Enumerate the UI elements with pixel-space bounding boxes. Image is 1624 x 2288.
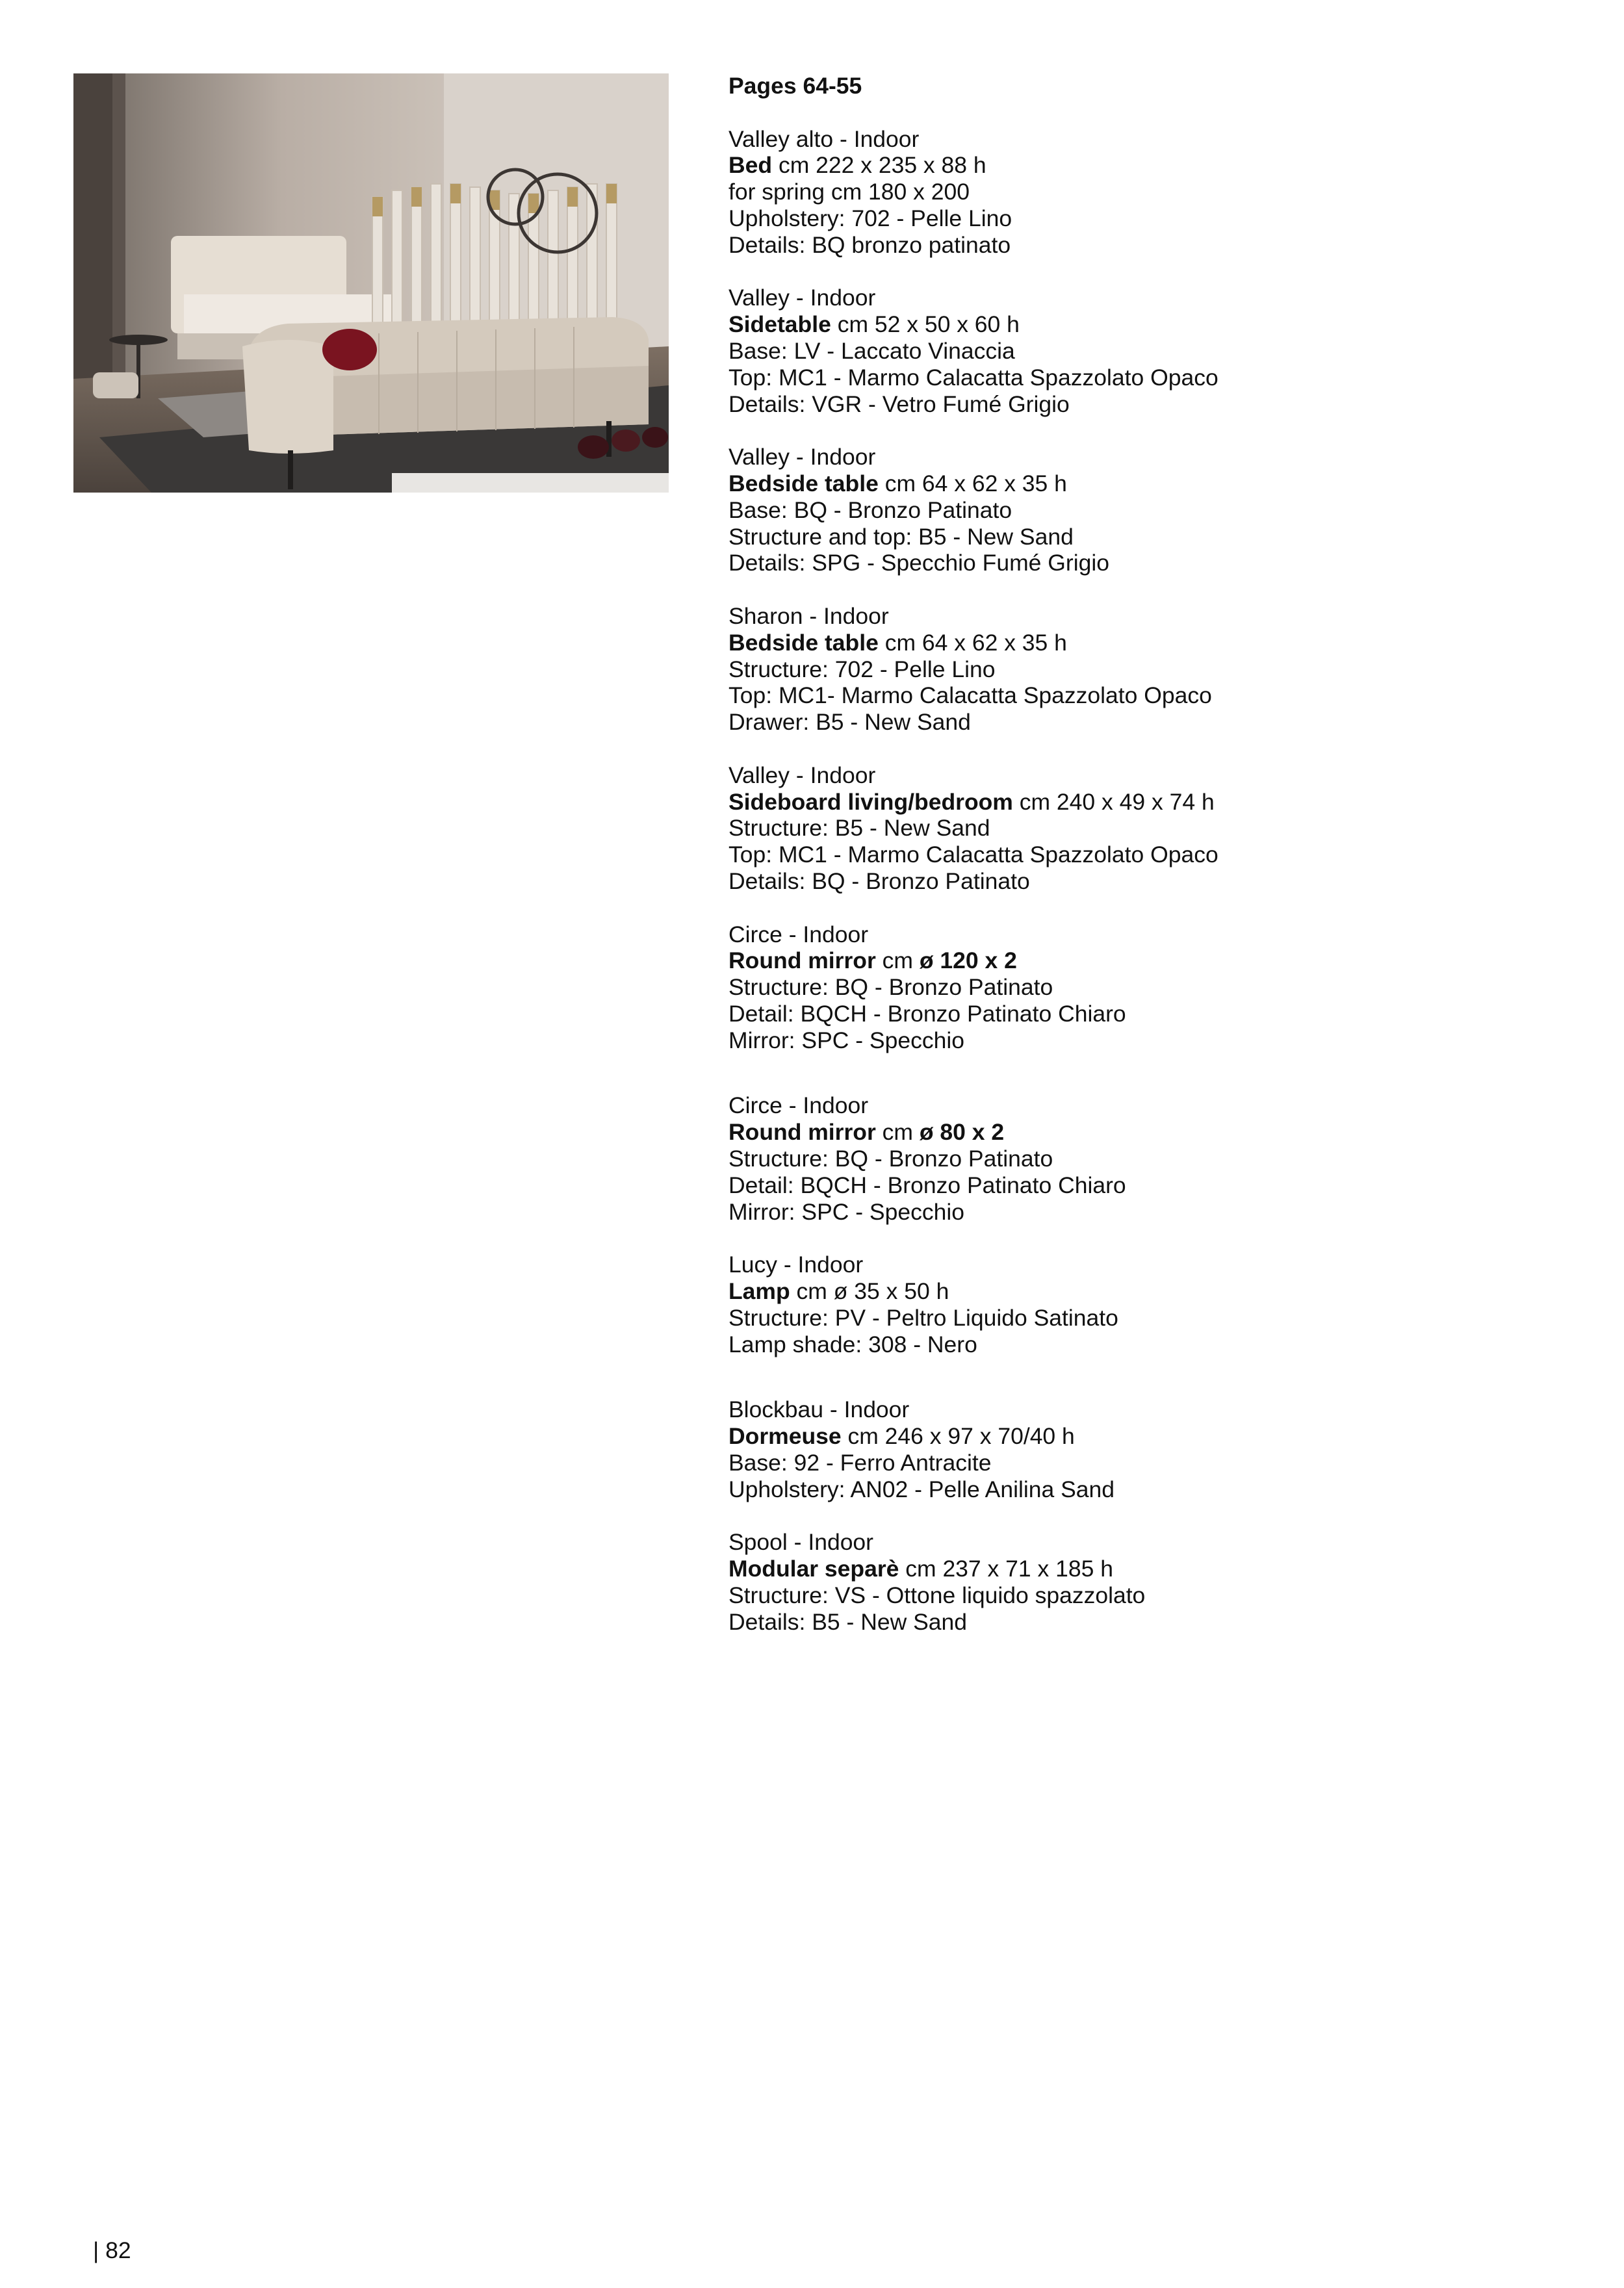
- product-line: [728, 152, 1573, 179]
- product-dimensions-prefix: cm: [875, 947, 920, 974]
- spec-detail: Structure: BQ - Bronzo Patinato: [728, 1146, 1053, 1172]
- product-name: Bedside table: [728, 470, 879, 496]
- spec-detail: Structure: 702 - Pelle Lino: [728, 656, 996, 682]
- spec-detail: Details: BQ bronzo patinato: [728, 231, 1011, 258]
- spec-block: [728, 1092, 1573, 1225]
- spec-detail: Base: 92 - Ferro Antracite: [728, 1450, 992, 1476]
- spec-detail: Drawer: B5 - New Sand: [728, 709, 971, 736]
- spec-detail: Upholstery: 702 - Pelle Lino: [728, 205, 1012, 231]
- collection-name: Blockbau - Indoor: [728, 1396, 910, 1423]
- product-dimensions-prefix: cm: [875, 1119, 920, 1146]
- product-dimensions: cm 64 x 62 x 35 h: [878, 629, 1067, 656]
- product-dimensions: cm 246 x 97 x 70/40 h: [841, 1423, 1075, 1450]
- bedroom-scene-image: [73, 73, 669, 493]
- spec-block: [728, 603, 1573, 736]
- spec-detail: Base: LV - Laccato Vinaccia: [728, 337, 1015, 364]
- spec-detail: Base: BQ - Bronzo Patinato: [728, 496, 1012, 523]
- spec-detail: Structure: B5 - New Sand: [728, 815, 990, 842]
- spec-detail: Details: SPG - Specchio Fumé Grigio: [728, 550, 1109, 576]
- spec-block: [728, 921, 1573, 1054]
- product-line: [728, 470, 1573, 497]
- spec-detail: Upholstery: AN02 - Pelle Anilina Sand: [728, 1476, 1115, 1502]
- collection-name: Lucy - Indoor: [728, 1252, 864, 1278]
- spec-detail: Details: BQ - Bronzo Patinato: [728, 868, 1030, 894]
- collection-name: Sharon - Indoor: [728, 602, 889, 629]
- product-name: Bedside table: [728, 629, 879, 656]
- collection-name: Circe - Indoor: [728, 1092, 869, 1119]
- product-dimensions: cm ø 35 x 50 h: [790, 1278, 949, 1305]
- spec-block: [728, 1396, 1573, 1502]
- spec-detail: Structure: PV - Peltro Liquido Satinato: [728, 1304, 1118, 1331]
- product-line: [728, 1423, 1573, 1450]
- page-number: | 82: [93, 2237, 131, 2263]
- product-dimensions: cm 64 x 62 x 35 h: [878, 470, 1067, 496]
- product-line: [728, 1556, 1573, 1582]
- product-name: Bed: [728, 152, 773, 179]
- product-line: [728, 630, 1573, 656]
- product-dimensions: ø 80 x 2: [919, 1119, 1005, 1146]
- product-name: Round mirror: [728, 947, 876, 974]
- spec-detail: Detail: BQCH - Bronzo Patinato Chiaro: [728, 1172, 1126, 1198]
- spec-detail: Detail: BQCH - Bronzo Patinato Chiaro: [728, 1000, 1126, 1027]
- product-name: Sidetable: [728, 311, 831, 338]
- product-name: Round mirror: [728, 1119, 876, 1146]
- spec-detail: for spring cm 180 x 200: [728, 179, 970, 205]
- spec-detail: Structure: VS - Ottone liquido spazzolato: [728, 1582, 1146, 1609]
- spec-detail: Structure: BQ - Bronzo Patinato: [728, 974, 1053, 1001]
- spec-detail: Structure and top: B5 - New Sand: [728, 523, 1074, 550]
- spec-detail: Mirror: SPC - Specchio: [728, 1198, 964, 1225]
- product-dimensions: cm 240 x 49 x 74 h: [1012, 788, 1215, 815]
- product-name: Sideboard living/bedroom: [728, 788, 1013, 815]
- collection-name: Valley - Indoor: [728, 285, 876, 311]
- spec-detail: Details: VGR - Vetro Fumé Grigio: [728, 391, 1070, 417]
- spec-detail: Details: B5 - New Sand: [728, 1608, 967, 1635]
- spec-detail: Top: MC1 - Marmo Calacatta Spazzolato Opaco: [728, 842, 1218, 868]
- collection-name: Spool - Indoor: [728, 1529, 874, 1556]
- spec-detail: Top: MC1- Marmo Calacatta Spazzolato Opaco: [728, 682, 1212, 709]
- spec-detail: Top: MC1 - Marmo Calacatta Spazzolato Opaco: [728, 364, 1218, 391]
- spec-block: [728, 762, 1573, 895]
- product-line: [728, 1278, 1573, 1305]
- collection-name: Valley alto - Indoor: [728, 125, 920, 152]
- collection-name: Valley - Indoor: [728, 762, 876, 788]
- product-name: Lamp: [728, 1278, 790, 1305]
- product-dimensions: cm 52 x 50 x 60 h: [831, 311, 1020, 338]
- spec-block: [728, 444, 1573, 576]
- spec-block: [728, 285, 1573, 417]
- spec-block: [728, 1529, 1573, 1635]
- product-dimensions: cm 237 x 71 x 185 h: [899, 1556, 1113, 1582]
- spec-detail: Lamp shade: 308 - Nero: [728, 1331, 977, 1357]
- product-line: [728, 947, 1573, 974]
- product-line: [728, 311, 1573, 338]
- product-line: [728, 789, 1573, 816]
- product-name: Modular separè: [728, 1556, 899, 1582]
- product-name: Dormeuse: [728, 1423, 842, 1450]
- product-dimensions: ø 120 x 2: [919, 947, 1017, 974]
- spec-block: [728, 1252, 1573, 1357]
- specifications-column: [728, 73, 1573, 1662]
- collection-name: Valley - Indoor: [728, 444, 876, 470]
- product-line: [728, 1119, 1573, 1146]
- spec-block: [728, 126, 1573, 259]
- spec-detail: Mirror: SPC - Specchio: [728, 1027, 964, 1053]
- pages-heading: Pages 64-55: [728, 73, 862, 99]
- product-photo: [73, 73, 669, 493]
- product-dimensions: cm 222 x 235 x 88 h: [772, 152, 986, 179]
- collection-name: Circe - Indoor: [728, 921, 869, 947]
